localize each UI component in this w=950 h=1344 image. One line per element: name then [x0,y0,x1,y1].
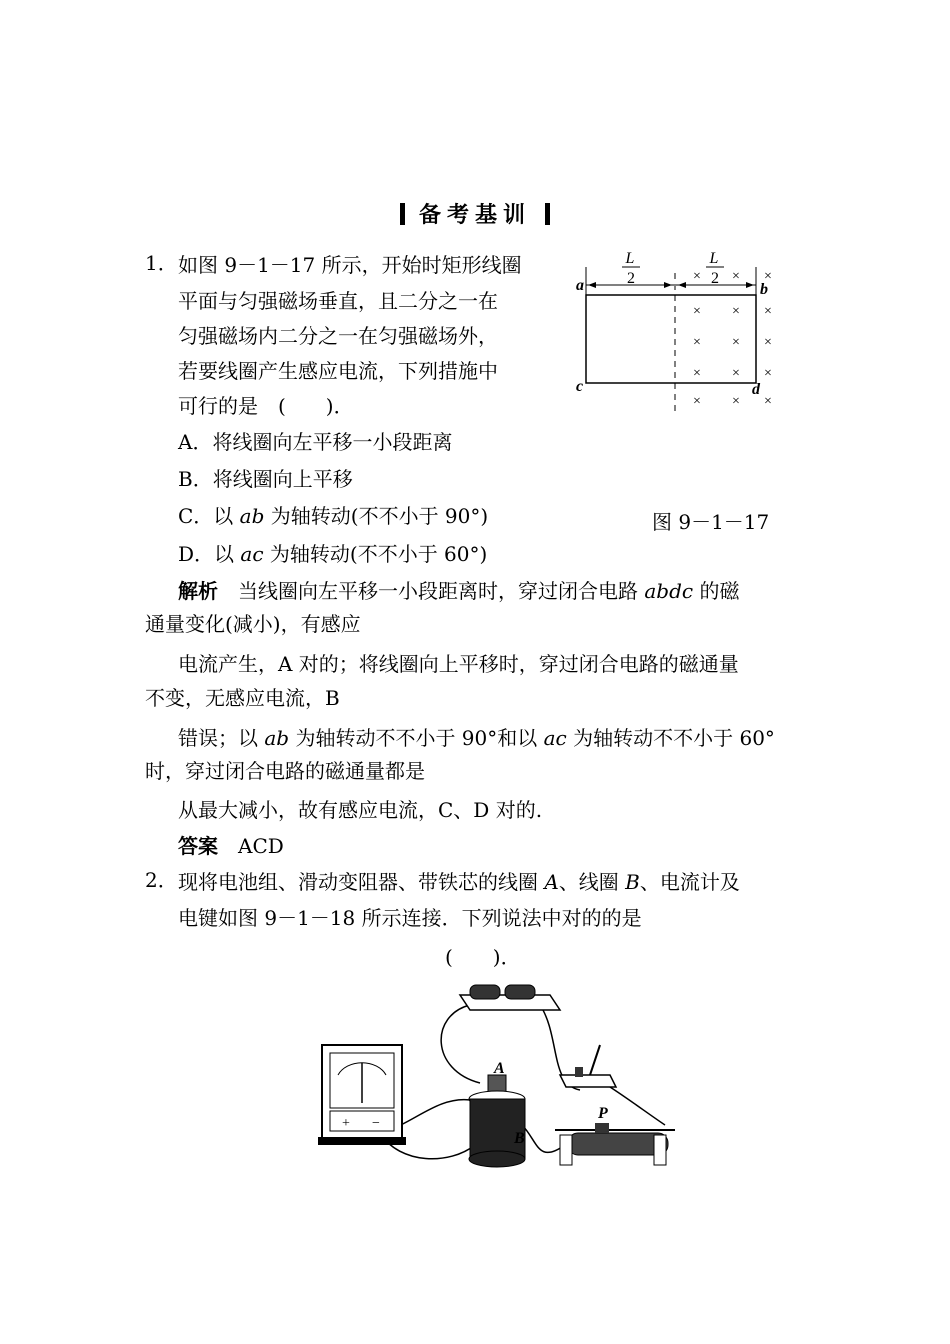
fig1-cross: × [764,269,772,284]
fig1-cross: × [764,366,772,381]
fig2-plus-terminal: + [342,1116,350,1131]
fig2-battery-pack [460,985,560,1010]
fig2-label-b: B [514,1130,525,1147]
fig1-coil-rect [586,295,756,383]
q2-line-2: 电键如图 9－1－18 所示连接．下列说法中对的的是 [178,906,642,930]
q1-option-b: B．将线圈向上平移 [178,467,353,491]
figure-caption-9-1-17: 图 9－1－17 [652,510,770,534]
analysis-line-4: 不变，无感应电流，B [145,686,340,710]
analysis-line-2: 通量变化(减小)，有感应 [145,612,361,636]
fig1-l-label-left: L [625,250,635,267]
fig1-arrow-3 [678,282,686,288]
section-title-text: 备考基训 [418,203,531,228]
fig2-coil-assembly [469,1060,525,1167]
q1-option-d: D．以 ac 为轴转动(不不小于 60°) [178,542,488,566]
fig2-minus-terminal: − [372,1116,380,1131]
fig1-arrow-4 [746,282,754,288]
analysis-line-1: 解析 当线圈向左平移一小段距离时，穿过闭合电路 abdc 的磁 [178,579,740,603]
fig1-two-label-left: 2 [627,270,635,287]
fig2-switch [560,1045,616,1087]
q1-line-2: 平面与匀强磁场垂直，且二分之一在 [178,289,498,313]
fig1-l-label-right: L [709,250,719,267]
fig1-arrow-2 [664,282,672,288]
fig1-cross: × [732,304,740,319]
fig1-corner-d: d [752,381,760,398]
analysis-label: 解析 [178,579,218,603]
fig1-cross: × [693,304,701,319]
fig1-corner-c: c [576,378,584,395]
fig1-arrow-1 [588,282,596,288]
q2-line-1: 现将电池组、滑动变阻器、带铁芯的线圈 A、线圈 B、电流计及 [178,870,740,894]
q1-number: 1． [145,251,178,275]
fig2-label-a: A [494,1060,505,1077]
fig1-cross: × [764,304,772,319]
fig1-cross: × [693,366,701,381]
analysis-line-6: 时，穿过闭合电路的磁通量都是 [145,759,425,783]
figure-9-1-17 [570,245,790,425]
answer-line [178,830,284,859]
q1-option-c: C．以 ab 为轴转动(不不小于 90°) [178,504,489,528]
fig1-two-label-right: 2 [711,270,719,287]
fig2-label-p: P [598,1105,608,1122]
analysis-line-5: 错误；以 ab 为轴转动不不小于 90°和以 ac 为轴转动不不小于 60° [178,726,775,750]
title-bar-right [545,203,550,225]
fig1-cross: × [764,394,772,409]
fig1-cross: × [693,335,701,350]
title-bar-left [400,203,405,225]
fig1-cross: × [764,335,772,350]
q2-number: 2． [145,868,178,892]
fig2-galvanometer [318,1045,406,1145]
figure-9-1-18 [310,975,680,1190]
fig1-cross: × [732,269,740,284]
fig1-cross: × [693,394,701,409]
fig1-cross: × [732,366,740,381]
q1-line-1: 如图 9－1－17 所示，开始时矩形线圈 [178,253,522,277]
fig1-cross: × [732,335,740,350]
fig1-cross: × [693,269,701,284]
analysis-line-7: 从最大减小，故有感应电流，C、D 对的. [178,798,543,822]
q1-line-5: 可行的是 ( )． [178,394,354,418]
q1-line-3: 匀强磁场内二分之一在匀强磁场外， [178,324,498,348]
answer-value: ACD [218,834,284,858]
q1-option-a: A．将线圈向左平移一小段距离 [178,430,453,454]
answer-label: 答案 [178,834,218,858]
q2-answer-blank: ( )． [445,945,521,969]
fig1-cross: × [732,394,740,409]
section-title [0,198,950,229]
analysis-line-3: 电流产生，A 对的；将线圈向上平移时，穿过闭合电路的磁通量 [178,652,739,676]
q1-line-4: 若要线圈产生感应电流，下列措施中 [178,359,498,383]
fig2-rheostat [555,1105,675,1165]
fig1-corner-a: a [576,277,584,294]
fig1-corner-b: b [760,281,768,298]
